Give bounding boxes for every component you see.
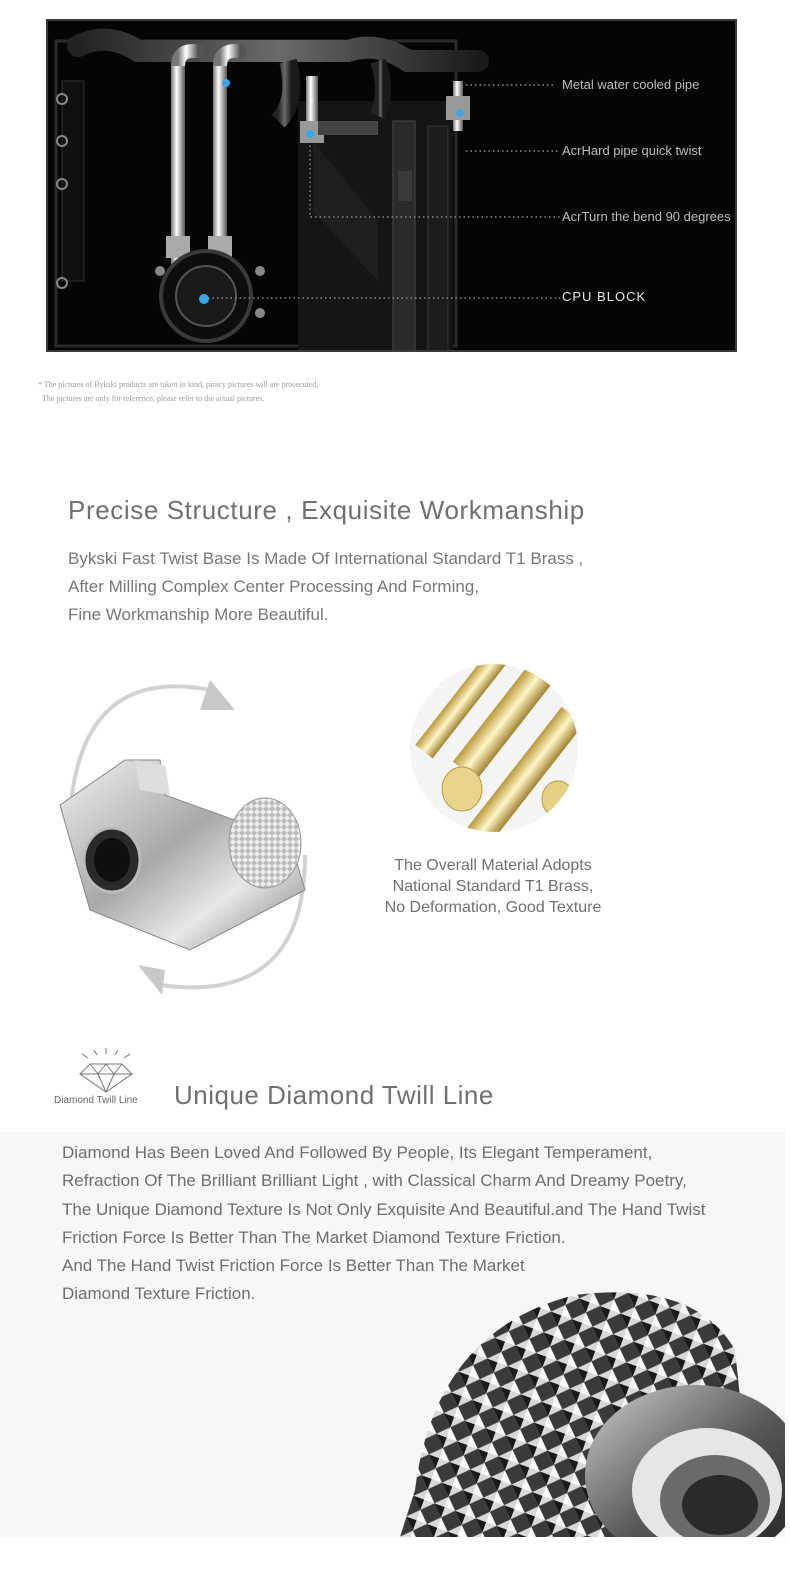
diamond-knurl-closeup: [395, 1290, 785, 1537]
diamond-body-line: Refraction Of The Brilliant Brilliant Light , with Classical Charm And Dreamy Poetry,: [62, 1171, 687, 1191]
diamond-body-line: Diamond Texture Friction.: [62, 1284, 256, 1304]
diamond-body-line: The Unique Diamond Texture Is Not Only Exquisite And Beautiful.and The Hand Twist: [62, 1199, 706, 1219]
disclaimer-line-1: * The pictures of Bykski products are taken in kind, piracy pictures will are prosecuted,: [38, 380, 319, 389]
material-caption: [348, 855, 638, 918]
brass-rods-image: [410, 664, 578, 832]
material-line: The Overall Material Adopts: [394, 857, 592, 874]
material-line: No Deformation, Good Texture: [384, 899, 602, 916]
callout-hard-pipe-twist: AcrHard pipe quick twist: [562, 143, 702, 158]
diamond-body-line: Friction Force Is Better Than The Market Diamond Texture Friction.: [62, 1227, 566, 1247]
diamond-body-line: And The Hand Twist Friction Force Is Better Than The Market: [62, 1256, 525, 1276]
diamond-body: [62, 1139, 762, 1309]
disclaimer: [38, 378, 318, 406]
diamond-title: Unique Diamond Twill Line: [174, 1080, 494, 1110]
structure-body: [68, 545, 583, 629]
callout-cpu-block: CPU BLOCK: [562, 289, 647, 304]
structure-body-line: Fine Workmanship More Beautiful.: [68, 605, 329, 624]
diamond-body-line: Diamond Has Been Loved And Followed By People, Its Elegant Temperament,: [62, 1143, 653, 1162]
fitting-rotation-illustration: [50, 665, 320, 1005]
structure-body-line: After Milling Complex Center Processing And Forming,: [68, 577, 479, 596]
hero-pc-image: [46, 19, 737, 352]
diamond-icon: [54, 1046, 158, 1094]
callout-bend-90: AcrTurn the bend 90 degrees: [562, 209, 731, 224]
diamond-logo-label: Diamond Twill Line: [54, 1095, 138, 1106]
structure-body-line: Bykski Fast Twist Base Is Made Of International Standard T1 Brass ,: [68, 549, 584, 568]
structure-title: Precise Structure , Exquisite Workmanship: [68, 495, 585, 525]
callout-metal-pipe: Metal water cooled pipe: [562, 77, 700, 92]
brass-rods-illustration: [410, 664, 578, 832]
material-line: National Standard T1 Brass,: [392, 878, 594, 895]
disclaimer-line-2: The pictures are only for reference, please refer to the actual pictures.: [42, 394, 265, 403]
